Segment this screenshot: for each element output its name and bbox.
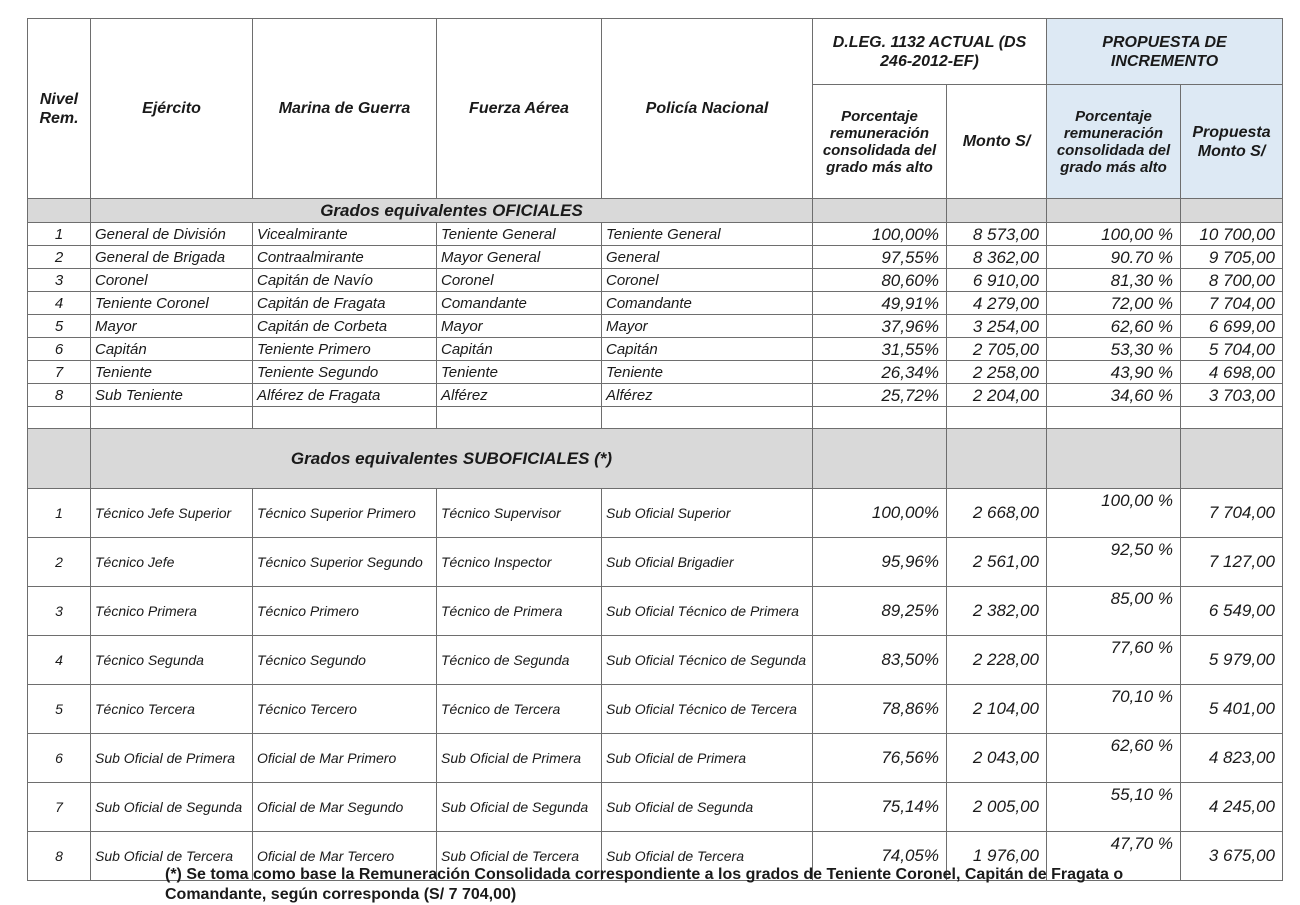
marina-cell: Capitán de Corbeta	[253, 315, 437, 338]
fuerza-cell: Teniente	[437, 361, 602, 384]
policia-cell: Sub Oficial de Segunda	[602, 783, 813, 832]
propuesta-monto-cell: 7 127,00	[1181, 538, 1283, 587]
header-fuerza-aerea: Fuerza Aérea	[437, 19, 602, 199]
suboficiales-table-row	[28, 538, 1283, 587]
group-empty-cell	[1181, 429, 1283, 489]
fuerza-cell: Capitán	[437, 338, 602, 361]
propuesta-porcentaje-cell: 81,30 %	[1047, 269, 1181, 292]
propuesta-monto-cell: 6 549,00	[1181, 587, 1283, 636]
nivel-cell: 3	[28, 587, 91, 636]
table-body	[28, 199, 1283, 881]
header-porcentaje: Porcentaje remuneración consolidada del grado más alto	[813, 85, 947, 199]
marina-cell: Capitán de Fragata	[253, 292, 437, 315]
propuesta-monto-cell: 10 700,00	[1181, 223, 1283, 246]
footnote: (*) Se toma como base la Remuneración Consolidada correspondiente a los grados de Teniente Coronel, Capitán de Fragata o Comandante, según corresponda (S/ 7 704,00)	[165, 866, 1124, 903]
nivel-cell: 4	[28, 292, 91, 315]
propuesta-porcentaje-cell: 100,00 %	[1047, 223, 1181, 246]
ejercito-cell: Técnico Jefe Superior	[91, 489, 253, 538]
propuesta-porcentaje-cell: 100,00 %	[1047, 489, 1181, 538]
policia-cell: Sub Oficial Técnico de Primera	[602, 587, 813, 636]
ejercito-cell: Sub Teniente	[91, 384, 253, 407]
oficiales-table-row	[28, 246, 1283, 269]
propuesta-monto-cell: 3 675,00	[1181, 832, 1283, 881]
propuesta-porcentaje-cell: 70,10 %	[1047, 685, 1181, 734]
header-ejercito: Ejército	[91, 19, 253, 199]
policia-cell: Sub Oficial de Tercera	[602, 832, 813, 881]
empty-cell	[1181, 407, 1283, 429]
porcentaje-cell: 89,25%	[813, 587, 947, 636]
oficiales-table-row	[28, 384, 1283, 407]
propuesta-porcentaje-cell: 53,30 %	[1047, 338, 1181, 361]
marina-cell: Técnico Superior Primero	[253, 489, 437, 538]
fuerza-cell: Mayor	[437, 315, 602, 338]
propuesta-porcentaje-cell: 47,70 %	[1047, 832, 1181, 881]
empty-cell	[91, 407, 253, 429]
group-empty-cell	[947, 429, 1047, 489]
oficiales-table-row	[28, 338, 1283, 361]
oficiales-table-row	[28, 292, 1283, 315]
header-propuesta-group: PROPUESTA DE INCREMENTO	[1047, 19, 1283, 85]
propuesta-porcentaje-cell: 85,00 %	[1047, 587, 1181, 636]
nivel-cell: 2	[28, 538, 91, 587]
policia-cell: Sub Oficial Técnico de Tercera	[602, 685, 813, 734]
monto-cell: 8 573,00	[947, 223, 1047, 246]
empty-cell	[28, 407, 91, 429]
nivel-cell: 1	[28, 489, 91, 538]
ejercito-cell: Técnico Primera	[91, 587, 253, 636]
oficiales-table-row	[28, 269, 1283, 292]
suboficiales-table-row	[28, 685, 1283, 734]
marina-cell: Contraalmirante	[253, 246, 437, 269]
policia-cell: Mayor	[602, 315, 813, 338]
suboficiales-table-row	[28, 636, 1283, 685]
propuesta-porcentaje-cell: 62,60 %	[1047, 734, 1181, 783]
propuesta-porcentaje-cell: 90.70 %	[1047, 246, 1181, 269]
ejercito-cell: Sub Oficial de Tercera	[91, 832, 253, 881]
propuesta-monto-cell: 9 705,00	[1181, 246, 1283, 269]
policia-cell: Sub Oficial Técnico de Segunda	[602, 636, 813, 685]
propuesta-porcentaje-cell: 77,60 %	[1047, 636, 1181, 685]
suboficiales-table-row	[28, 734, 1283, 783]
ejercito-cell: Sub Oficial de Primera	[91, 734, 253, 783]
marina-cell: Oficial de Mar Primero	[253, 734, 437, 783]
remuneration-table	[27, 18, 1283, 881]
monto-cell: 2 382,00	[947, 587, 1047, 636]
porcentaje-cell: 75,14%	[813, 783, 947, 832]
porcentaje-cell: 100,00%	[813, 223, 947, 246]
monto-cell: 2 005,00	[947, 783, 1047, 832]
propuesta-monto-cell: 8 700,00	[1181, 269, 1283, 292]
monto-cell: 2 705,00	[947, 338, 1047, 361]
monto-cell: 8 362,00	[947, 246, 1047, 269]
group-empty-cell	[1047, 429, 1181, 489]
porcentaje-cell: 78,86%	[813, 685, 947, 734]
group-empty-cell	[28, 429, 91, 489]
monto-cell: 2 043,00	[947, 734, 1047, 783]
oficiales-table-row	[28, 223, 1283, 246]
porcentaje-cell: 97,55%	[813, 246, 947, 269]
group-header-row	[28, 429, 1283, 489]
suboficiales-table-row	[28, 783, 1283, 832]
oficiales-table-row	[28, 315, 1283, 338]
policia-cell: Sub Oficial de Primera	[602, 734, 813, 783]
fuerza-cell: Sub Oficial de Segunda	[437, 783, 602, 832]
monto-cell: 4 279,00	[947, 292, 1047, 315]
porcentaje-cell: 37,96%	[813, 315, 947, 338]
porcentaje-cell: 74,05%	[813, 832, 947, 881]
nivel-cell: 7	[28, 361, 91, 384]
porcentaje-cell: 95,96%	[813, 538, 947, 587]
propuesta-porcentaje-cell: 55,10 %	[1047, 783, 1181, 832]
monto-cell: 2 561,00	[947, 538, 1047, 587]
fuerza-cell: Sub Oficial de Primera	[437, 734, 602, 783]
porcentaje-cell: 26,34%	[813, 361, 947, 384]
ejercito-cell: Teniente Coronel	[91, 292, 253, 315]
ejercito-cell: Capitán	[91, 338, 253, 361]
empty-cell	[253, 407, 437, 429]
marina-cell: Alférez de Fragata	[253, 384, 437, 407]
monto-cell: 2 668,00	[947, 489, 1047, 538]
marina-cell: Técnico Superior Segundo	[253, 538, 437, 587]
empty-cell	[813, 407, 947, 429]
oficiales-group-title: Grados equivalentes OFICIALES	[91, 199, 813, 223]
porcentaje-cell: 31,55%	[813, 338, 947, 361]
marina-cell: Teniente Primero	[253, 338, 437, 361]
porcentaje-cell: 49,91%	[813, 292, 947, 315]
header-dleg-group: D.LEG. 1132 ACTUAL (DS 246-2012-EF)	[813, 19, 1047, 85]
monto-cell: 2 228,00	[947, 636, 1047, 685]
fuerza-cell: Técnico de Tercera	[437, 685, 602, 734]
monto-cell: 3 254,00	[947, 315, 1047, 338]
ejercito-cell: Técnico Jefe	[91, 538, 253, 587]
group-empty-cell	[813, 429, 947, 489]
fuerza-cell: Técnico de Primera	[437, 587, 602, 636]
nivel-cell: 6	[28, 338, 91, 361]
monto-cell: 6 910,00	[947, 269, 1047, 292]
ejercito-cell: Mayor	[91, 315, 253, 338]
group-empty-cell	[1181, 199, 1283, 223]
marina-cell: Técnico Primero	[253, 587, 437, 636]
monto-cell: 1 976,00	[947, 832, 1047, 881]
suboficiales-group-title: Grados equivalentes SUBOFICIALES (*)	[91, 429, 813, 489]
propuesta-monto-cell: 5 979,00	[1181, 636, 1283, 685]
marina-cell: Técnico Segundo	[253, 636, 437, 685]
porcentaje-cell: 83,50%	[813, 636, 947, 685]
policia-cell: Sub Oficial Superior	[602, 489, 813, 538]
nivel-cell: 6	[28, 734, 91, 783]
policia-cell: Teniente	[602, 361, 813, 384]
group-empty-cell	[813, 199, 947, 223]
marina-cell: Oficial de Mar Tercero	[253, 832, 437, 881]
header-nivel: Nivel Rem.	[28, 19, 91, 199]
header-policia: Policía Nacional	[602, 19, 813, 199]
suboficiales-table-row	[28, 489, 1283, 538]
policia-cell: Comandante	[602, 292, 813, 315]
nivel-cell: 5	[28, 315, 91, 338]
propuesta-porcentaje-cell: 43,90 %	[1047, 361, 1181, 384]
porcentaje-cell: 25,72%	[813, 384, 947, 407]
nivel-cell: 7	[28, 783, 91, 832]
group-empty-cell	[28, 199, 91, 223]
marina-cell: Capitán de Navío	[253, 269, 437, 292]
ejercito-cell: Técnico Segunda	[91, 636, 253, 685]
header-monto: Monto S/	[947, 85, 1047, 199]
ejercito-cell: Teniente	[91, 361, 253, 384]
policia-cell: Alférez	[602, 384, 813, 407]
nivel-cell: 4	[28, 636, 91, 685]
propuesta-porcentaje-cell: 92,50 %	[1047, 538, 1181, 587]
propuesta-porcentaje-cell: 34,60 %	[1047, 384, 1181, 407]
ejercito-cell: Coronel	[91, 269, 253, 292]
group-empty-cell	[1047, 199, 1181, 223]
marina-cell: Teniente Segundo	[253, 361, 437, 384]
header-propuesta-monto: Propuesta Monto S/	[1181, 85, 1283, 199]
nivel-cell: 5	[28, 685, 91, 734]
header-marina: Marina de Guerra	[253, 19, 437, 199]
fuerza-cell: Comandante	[437, 292, 602, 315]
empty-cell	[947, 407, 1047, 429]
marina-cell: Técnico Tercero	[253, 685, 437, 734]
ejercito-cell: Sub Oficial de Segunda	[91, 783, 253, 832]
propuesta-monto-cell: 4 698,00	[1181, 361, 1283, 384]
propuesta-monto-cell: 4 245,00	[1181, 783, 1283, 832]
fuerza-cell: Alférez	[437, 384, 602, 407]
suboficiales-table-row	[28, 587, 1283, 636]
policia-cell: Capitán	[602, 338, 813, 361]
nivel-cell: 8	[28, 832, 91, 881]
fuerza-cell: Técnico Inspector	[437, 538, 602, 587]
monto-cell: 2 204,00	[947, 384, 1047, 407]
propuesta-monto-cell: 3 703,00	[1181, 384, 1283, 407]
propuesta-monto-cell: 5 704,00	[1181, 338, 1283, 361]
empty-cell	[1047, 407, 1181, 429]
marina-cell: Vicealmirante	[253, 223, 437, 246]
nivel-cell: 2	[28, 246, 91, 269]
fuerza-cell: Técnico Supervisor	[437, 489, 602, 538]
monto-cell: 2 258,00	[947, 361, 1047, 384]
ejercito-cell: General de Brigada	[91, 246, 253, 269]
spacer-row	[28, 407, 1283, 429]
propuesta-monto-cell: 7 704,00	[1181, 292, 1283, 315]
porcentaje-cell: 80,60%	[813, 269, 947, 292]
empty-cell	[437, 407, 602, 429]
ejercito-cell: General de División	[91, 223, 253, 246]
fuerza-cell: Mayor General	[437, 246, 602, 269]
nivel-cell: 1	[28, 223, 91, 246]
fuerza-cell: Teniente General	[437, 223, 602, 246]
policia-cell: Sub Oficial Brigadier	[602, 538, 813, 587]
porcentaje-cell: 76,56%	[813, 734, 947, 783]
fuerza-cell: Coronel	[437, 269, 602, 292]
fuerza-cell: Técnico de Segunda	[437, 636, 602, 685]
propuesta-porcentaje-cell: 72,00 %	[1047, 292, 1181, 315]
ejercito-cell: Técnico Tercera	[91, 685, 253, 734]
oficiales-table-row	[28, 361, 1283, 384]
marina-cell: Oficial de Mar Segundo	[253, 783, 437, 832]
policia-cell: Teniente General	[602, 223, 813, 246]
nivel-cell: 8	[28, 384, 91, 407]
header-porcentaje-propuesta: Porcentaje remuneración consolidada del grado más alto	[1047, 85, 1181, 199]
empty-cell	[602, 407, 813, 429]
group-empty-cell	[947, 199, 1047, 223]
propuesta-monto-cell: 6 699,00	[1181, 315, 1283, 338]
propuesta-porcentaje-cell: 62,60 %	[1047, 315, 1181, 338]
monto-cell: 2 104,00	[947, 685, 1047, 734]
remuneration-table-container	[27, 18, 1282, 903]
propuesta-monto-cell: 4 823,00	[1181, 734, 1283, 783]
fuerza-cell: Sub Oficial de Tercera	[437, 832, 602, 881]
policia-cell: Coronel	[602, 269, 813, 292]
policia-cell: General	[602, 246, 813, 269]
porcentaje-cell: 100,00%	[813, 489, 947, 538]
nivel-cell: 3	[28, 269, 91, 292]
propuesta-monto-cell: 7 704,00	[1181, 489, 1283, 538]
group-header-row	[28, 199, 1283, 223]
propuesta-monto-cell: 5 401,00	[1181, 685, 1283, 734]
